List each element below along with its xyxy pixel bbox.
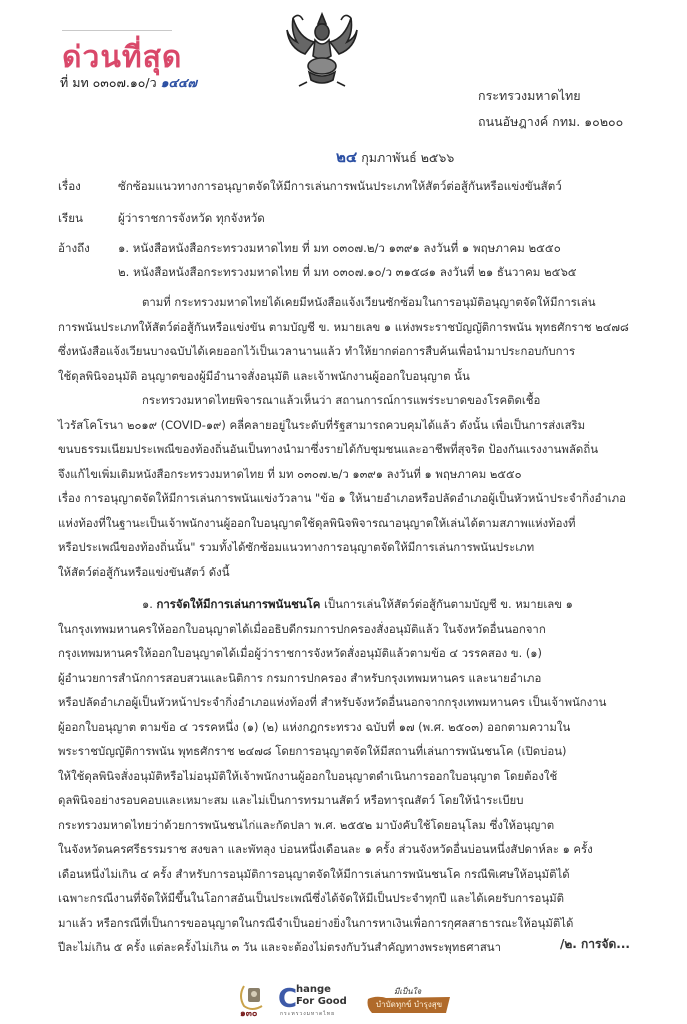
paragraph-line: ให้ใช้ดุลพินิจสั่งอนุมัติหรือไม่อนุมัติให้เจ้าพนักงานผู้ออกใบอนุญาตดำเนินการออกใบอนุญาต โดยต้องใช้ (58, 768, 558, 783)
organization-name: กระทรวงมหาดไทย (478, 88, 581, 103)
subject-line (58, 178, 649, 196)
section-1-title: การจัดให้มีการเล่นการพนันชนโค (156, 597, 321, 611)
paragraph-line: ดุลพินิจอย่างรอบคอบและเหมาะสม และไม่เป็นการทรมานสัตว์ หรือทารุณสัตว์ โดยให้นำระเบียบ (58, 793, 524, 807)
anniversary-logo-text: ๑๓๐ (240, 1009, 258, 1019)
bamboo-sukh-text: บำบัดทุกข์ บำรุงสุข (376, 1000, 443, 1009)
urgency-stamp: ด่วนที่สุด (62, 40, 183, 75)
paragraph-line: กระทรวงมหาดไทยว่าด้วยการพนันชนไก่และกัดปลา พ.ศ. ๒๕๕๒ มาบังคับใช้โดยอนุโลม ซึ่งให้อนุญาต (58, 817, 555, 832)
recipient-line (58, 210, 649, 228)
bamboo-sukh-script: มีเป็นใจ (394, 987, 422, 996)
section-1-bull-fighting (58, 592, 606, 960)
document-number-prefix: ที่ มท ๐๓๐๗.๑๐/ว (60, 75, 157, 90)
paragraph-line: หรือปลัดอำเภอผู้เป็นหัวหน้าประจำกิ่งอำเภอแห่งท้องที่ สำหรับจังหวัดอื่นนอกจากกรุงเทพมหานคร เป็นเจ้าพนักงาน (58, 695, 607, 709)
change-for-good-initial: C (278, 984, 298, 1014)
paragraph-line: ใช้ดุลพินิจอนุมัติ อนุญาตของผู้มีอำนาจสั่งอนุมัติ และเจ้าพนักงานผู้ออกใบอนุญาต นั้น (58, 368, 470, 383)
paragraph-considerations (58, 388, 626, 584)
subject-text: ซักซ้อมแนวทางการอนุญาตจัดให้มีการเล่นการพนันประเภทให้สัตว์ต่อสู้กันหรือแข่งขันสัตว์ (118, 179, 562, 193)
paragraph-line: ตามที่ กระทรวงมหาดไทยได้เคยมีหนังสือแจ้งเวียนซักซ้อมในการอนุมัติอนุญาตจัดให้มีการเล่น (142, 295, 596, 309)
bamboo-sukh-logo (366, 985, 452, 1015)
paragraph-line: ผู้อำนวยการสำนักการสอบสวนและนิติการ กรมการปกครอง สำหรับกรุงเทพมหานคร และนายอำเภอ (58, 670, 542, 685)
paragraph-line: ไวรัสโคโรนา ๒๐๑๙ (COVID-๑๙) คลี่คลายอยู่ในระดับที่รัฐสามารถควบคุมได้แล้ว ดังนั้น เพื่อเป็นการส่งเสริม (58, 417, 586, 432)
paragraph-line: ในจังหวัดนครศรีธรรมราช สงขลา และพัทลุง บ่อนหนึ่งเดือนละ ๑ ครั้ง ส่วนจังหวัดอื่นบ่อนหนึ่งสัปดาห์ละ ๑ ครั้ง (58, 842, 593, 856)
paragraph-line: กรุงเทพมหานครให้ออกใบอนุญาตได้เมื่อผู้ว่าราชการจังหวัดสั่งอนุมัติแล้วตามข้อ ๔ วรรคสอง ข. (๑) (58, 646, 542, 660)
section-1-first-line: เป็นการเล่นให้สัตว์ต่อสู้กันตามบัญชี ข. หมายเลข ๑ (324, 597, 573, 611)
paragraph-line: ให้สัตว์ต่อสู้กันหรือแข่งขันสัตว์ ดังนี้ (58, 564, 230, 579)
recipient-text: ผู้ว่าราชการจังหวัด ทุกจังหวัด (118, 211, 265, 225)
paragraph-line: ซึ่งหนังสือแจ้งเวียนบางฉบับได้เคยออกไว้เป็นเวลานานแล้ว ทำให้ยากต่อการสืบค้นเพื่อนำมาประกอบกับการ (58, 344, 576, 358)
paragraph-line: หรือประเพณีของท้องถิ่นนั้น" รวมทั้งได้ซักซ้อมแนวทางการอนุญาตจัดให้มีการเล่นการพนันประเภท (58, 540, 535, 554)
paragraph-line: เรื่อง การอนุญาตจัดให้มีการเล่นการพนันแข่งวัวลาน "ข้อ ๑ ให้นายอำเภอหรือปลัดอำเภอผู้เป็นหัวหน้าประจำกิ่งอำเภอ (58, 491, 627, 505)
organization-address: ถนนอัษฎางค์ กทม. ๑๐๒๐๐ (478, 114, 624, 129)
paragraph-line: กระทรวงมหาดไทยพิจารณาแล้วเห็นว่า สถานการณ์การแพร่ระบาดของโรคติดเชื้อ (142, 393, 541, 407)
sender-address-block (478, 83, 623, 135)
reference-2: ๒. หนังสือหนังสือกระทรวงมหาดไทย ที่ มท ๐๓๐๗.๑๐/ว ๓๑๕๘๑ ลงวันที่ ๒๑ ธันวาคม ๒๕๖๕ (118, 265, 577, 279)
anniversary-logo-icon (236, 982, 272, 1018)
date-month-year: กุมภาพันธ์ ๒๕๖๖ (361, 150, 455, 165)
footer-logos (236, 982, 452, 1018)
paragraph-line: จึงแก้ไขเพิ่มเติมหนังสือกระทรวงมหาดไทย ที่ มท ๐๓๐๗.๒/ว ๑๓๙๑ ลงวันที่ ๑ พฤษภาคม ๒๕๕๐ (58, 466, 522, 481)
reference-line-1 (58, 240, 649, 258)
section-1-heading-line (58, 592, 606, 617)
paragraph-line: ในกรุงเทพมหานครให้ออกใบอนุญาตได้เมื่ออธิบดีกรมการปกครองสั่งอนุมัติแล้ว ในจังหวัดอื่นนอกจาก (58, 621, 546, 636)
recipient-label: เรียน (58, 211, 83, 225)
paragraph-line: เฉพาะกรณีงานที่จัดให้มีขึ้นในโอกาสอันเป็นประเพณีซึ่งได้จัดให้มีเป็นประจำทุกปี และได้เคยรับการอนุมัติ (58, 891, 565, 905)
paragraph-line: มาแล้ว หรือกรณีที่เป็นการขออนุญาตในกรณีจำเป็นอย่างยิ่งในการหาเงินเพื่อการกุศลสาธารณะให้อนุมัติได้ (58, 915, 574, 930)
subject-label: เรื่อง (58, 179, 81, 193)
reference-label: อ้างถึง (58, 241, 90, 255)
paragraph-line: ขนบธรรมเนียมประเพณีของท้องถิ่นอันเป็นทางนำมาซึ่งรายได้กับชุมชนและอาชีพที่สุจริต ป้องกันแรงงานพลัดถิ่น (58, 442, 599, 456)
paragraph-line: พระราชบัญญัติการพนัน พุทธศักราช ๒๔๗๘ โดยการอนุญาตจัดให้มีสถานที่เล่นการพนันชนโค (เปิดบ่อน) (58, 744, 567, 758)
paragraph-line: เดือนหนึ่งไม่เกิน ๔ ครั้ง สำหรับการอนุมัติการอนุญาตจัดให้มีการเล่นการพนันชนโค กรณีพิเศษให้อนุมัติได้ (58, 866, 570, 881)
reference-line-2 (58, 264, 649, 282)
date-day-handwritten: ๒๔ (336, 148, 358, 166)
continuation-marker: /๒. การจัด... (560, 937, 630, 951)
garuda-emblem-icon (285, 8, 359, 88)
paragraph-line: แห่งท้องที่ในฐานะเป็นเจ้าพนักงานผู้ออกใบอนุญาตใช้ดุลพินิจพิจารณาอนุญาตให้เล่นได้ตามสภาพแห่งท้องที่ (58, 515, 576, 530)
change-for-good-logo (278, 982, 360, 1018)
reference-1: ๑. หนังสือหนังสือกระทรวงมหาดไทย ที่ มท ๐๓๐๗.๒/ว ๑๓๙๑ ลงวันที่ ๑ พฤษภาคม ๒๕๕๐ (118, 241, 561, 255)
document-number-handwritten: ๑๔๔๗ (160, 75, 197, 90)
paragraph-line: การพนันประเภทให้สัตว์ต่อสู้กันหรือแข่งขัน ตามบัญชี ข. หมายเลข ๑ แห่งพระราชบัญญัติการพนัน พุทธศักราช ๒๔๗๘ (58, 319, 629, 334)
document-number (60, 73, 197, 93)
stamp-border (62, 30, 172, 31)
paragraph-background (58, 290, 629, 388)
paragraph-line: ปีละไม่เกิน ๕ ครั้ง แต่ละครั้งไม่เกิน ๓ วัน และจะต้องไม่ตรงกับวันสำคัญทางพระพุทธศาสนา (58, 940, 501, 954)
document-date (336, 145, 454, 169)
change-for-good-line1: hange (296, 984, 331, 995)
paragraph-line: ผู้ออกใบอนุญาต ตามข้อ ๔ วรรคหนึ่ง (๑) (๒) แห่งกฎกระทรวง ฉบับที่ ๑๗ (พ.ศ. ๒๕๐๓) ออกตามความใน (58, 719, 571, 734)
change-for-good-sub: กระทรวงมหาดไทย (280, 1011, 336, 1017)
change-for-good-line2: For Good (296, 996, 347, 1007)
section-1-number: ๑. (142, 597, 153, 611)
